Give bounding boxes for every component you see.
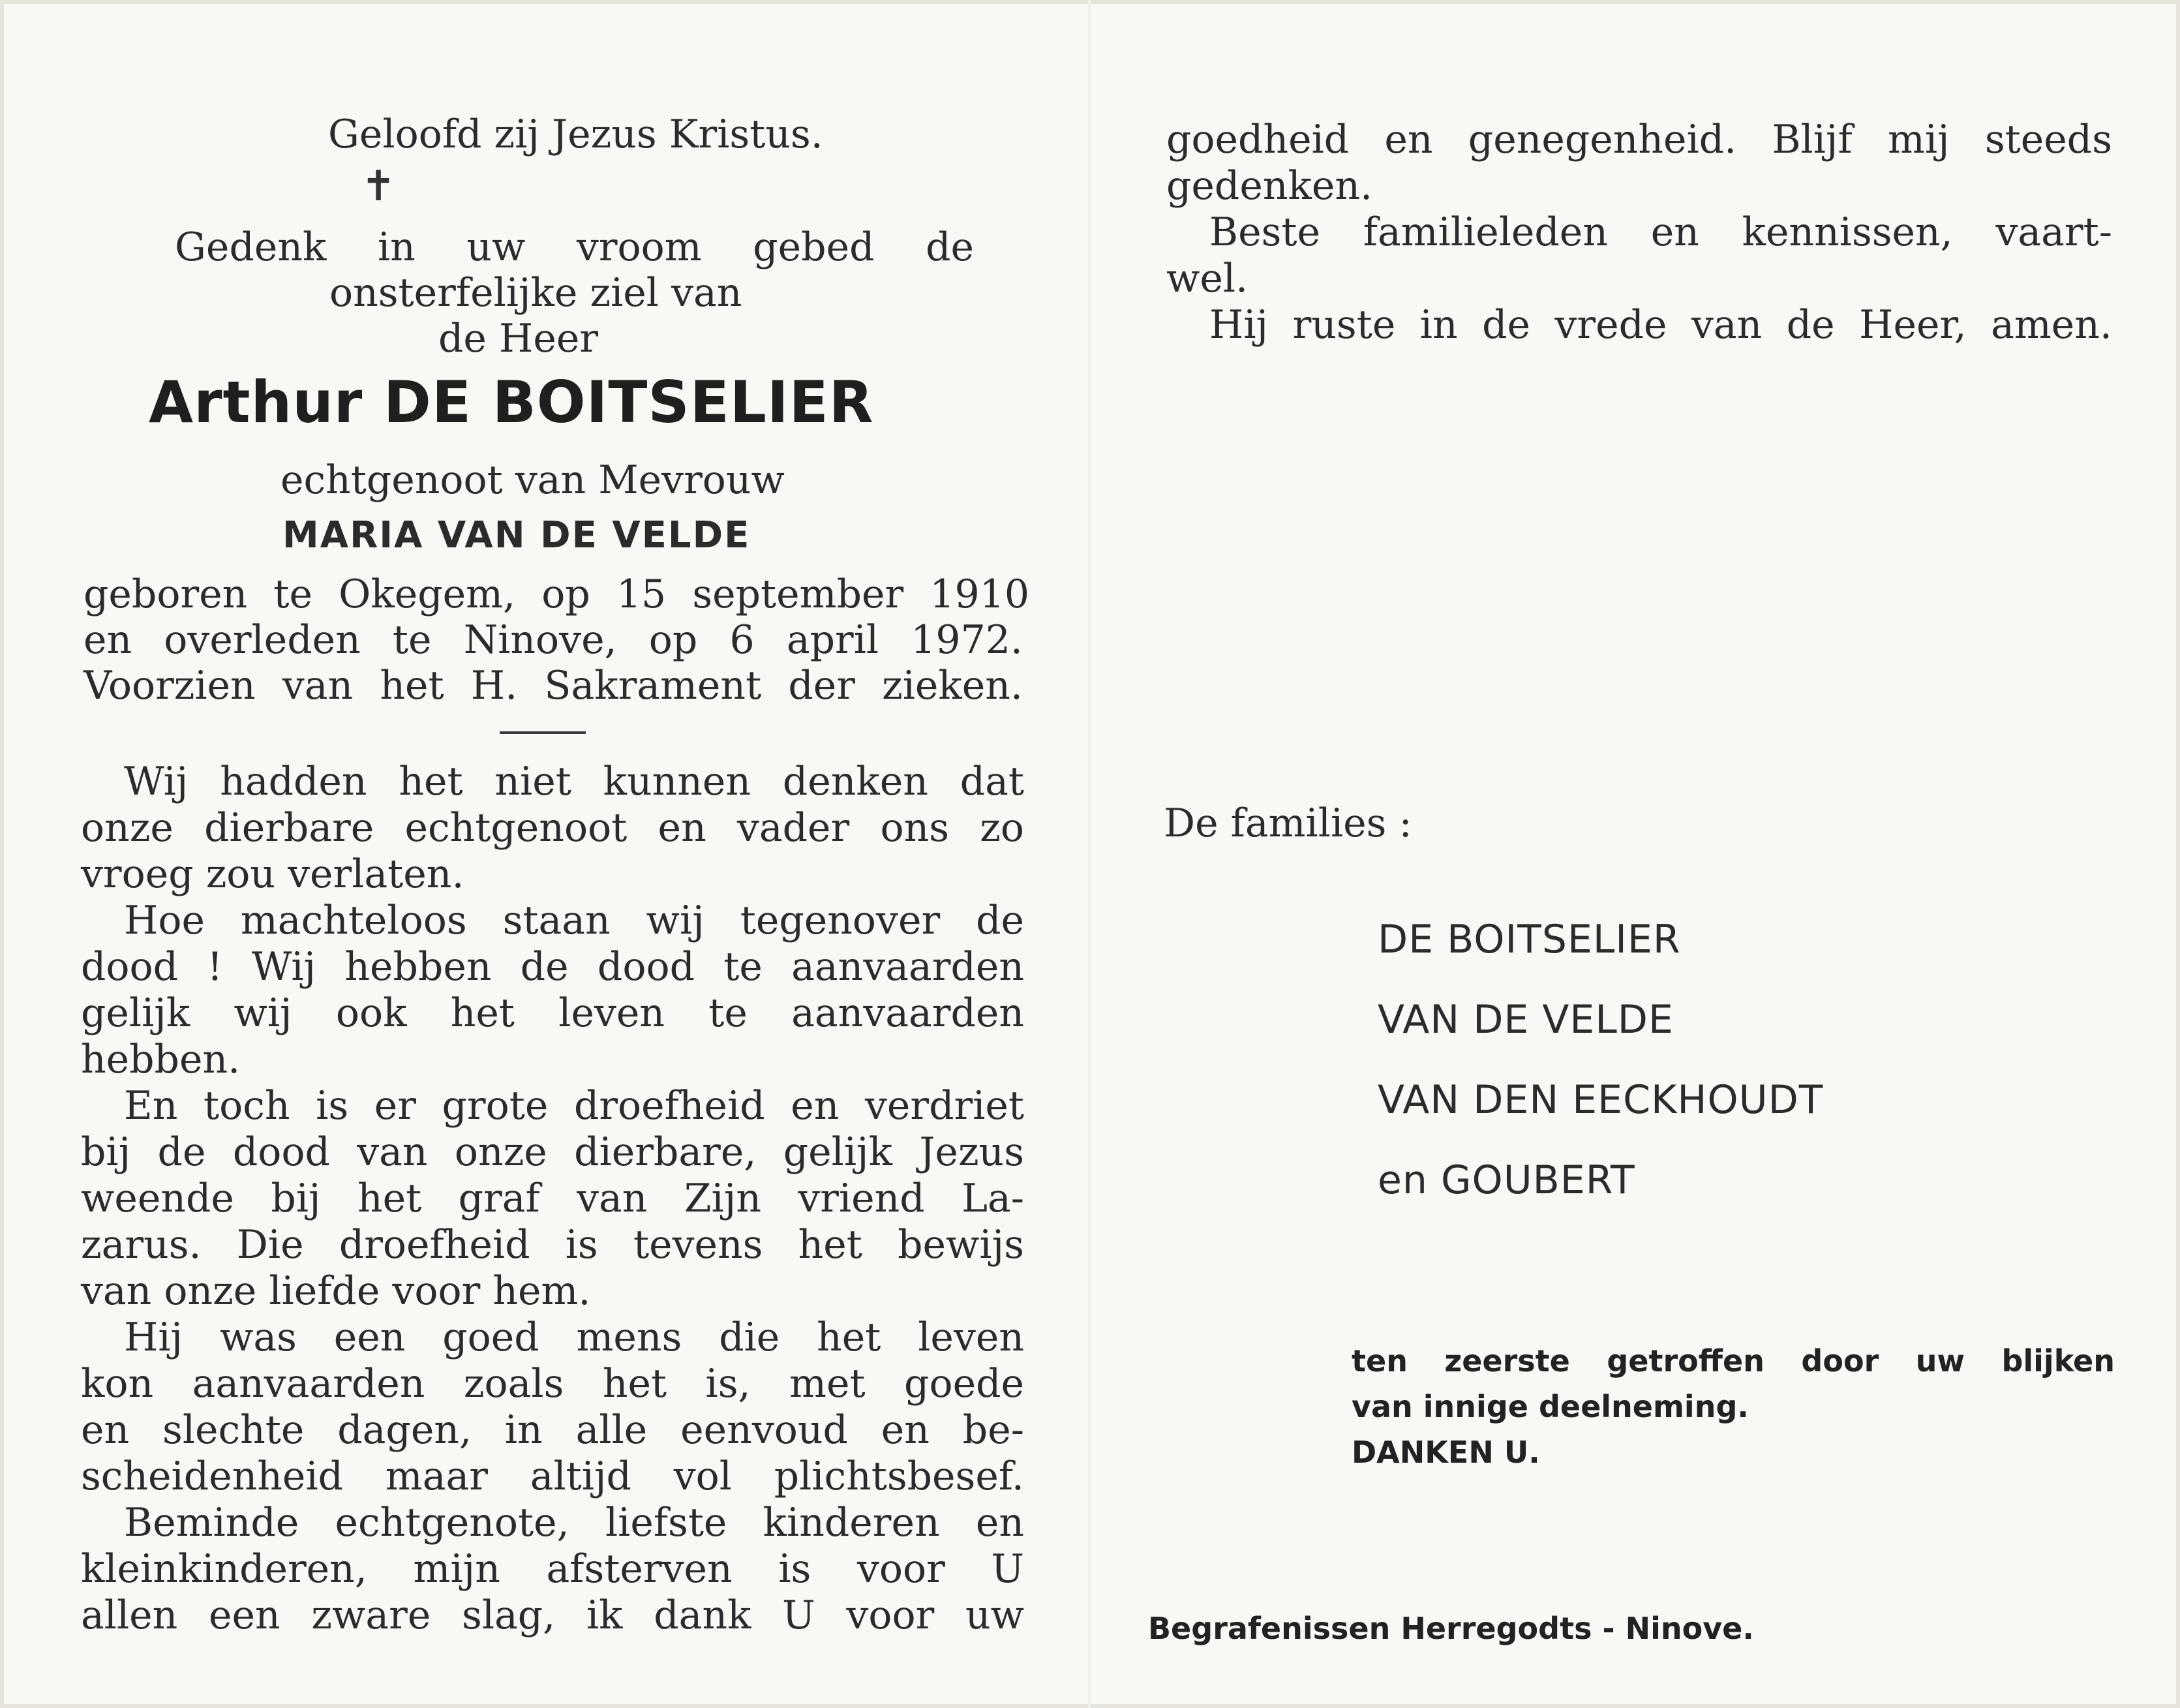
text-line: zarus. Die droefheid is tevens het bewijs (81, 1222, 1024, 1268)
text-line: vroeg zou verlaten. (81, 851, 464, 897)
intro-line-1: Gedenk in uw vroom gebed de (175, 224, 974, 270)
text-line: Hoe machteloos staan wij tegenover de (124, 898, 1024, 943)
left-panel (78, 0, 1029, 1708)
text-line: Beste familieleden en kennissen, vaart- (1209, 209, 2112, 255)
printer-credit: Begrafenissen Herregodts - Ninove. (1148, 1611, 1754, 1646)
text-line: goedheid en genegenheid. Blijf mij steeds (1166, 117, 2112, 162)
text-line: allen een zware slag, ik dank U voor uw (81, 1593, 1024, 1638)
text-line: Beminde echtgenote, liefste kinderen en (124, 1500, 1024, 1546)
text-line: kleinkinderen, mijn afsterven is voor U (81, 1546, 1024, 1592)
text-line: van onze liefde voor hem. (81, 1268, 591, 1314)
divider (500, 731, 586, 734)
right-panel (1148, 0, 2113, 1708)
birth-line: geboren te Okegem, op 15 september 1910 (83, 572, 1029, 617)
text-line: gelijk wij ook het leven te aanvaarden (81, 990, 1024, 1036)
text-line: dood ! Wij hebben de dood te aanvaarden (81, 944, 1024, 990)
deceased-name: Arthur DE BOITSELIER (149, 369, 874, 436)
text-line: En toch is er grote droefheid en verdriet (124, 1083, 1024, 1129)
text-line: hebben. (81, 1037, 241, 1082)
card-fold (1088, 0, 1091, 1708)
text-line: en slechte dagen, in alle eenvoud en be- (81, 1407, 1024, 1453)
text-line: scheidenheid maar altijd vol plichtsbesef. (81, 1454, 1024, 1499)
spouse-prefix: echtgenoot van Mevrouw (280, 457, 785, 503)
cross-icon: ✝ (361, 162, 396, 211)
text-line: bij de dood van onze dierbare, gelijk Jezus (81, 1129, 1024, 1175)
text-line: weende bij het graf van Zijn vriend La- (81, 1176, 1024, 1221)
intro-line-3: de Heer (438, 316, 599, 361)
thanks-line: van innige deelneming. (1352, 1389, 1749, 1424)
intro-line-2: onsterfelijke ziel van (329, 270, 742, 316)
family-name: VAN DEN EECKHOUDT (1378, 1077, 1824, 1123)
family-name: en GOUBERT (1378, 1157, 1635, 1203)
family-name: VAN DE VELDE (1378, 997, 1674, 1043)
death-line: en overleden te Ninove, op 6 april 1972. (83, 617, 1023, 663)
sacrament-line: Voorzien van het H. Sakrament der zieken. (83, 663, 1023, 709)
spouse-name: MARIA VAN DE VELDE (282, 514, 751, 557)
thanks-line: DANKEN U. (1352, 1435, 1540, 1470)
text-line: wel. (1166, 256, 1249, 301)
text-line: onze dierbare echtgenoot en vader ons zo (81, 805, 1024, 851)
text-line: gedenken. (1166, 163, 1373, 209)
families-label: De families : (1164, 801, 1412, 846)
thanks-line: ten zeerste getroffen door uw blijken (1352, 1343, 2115, 1379)
text-line: Wij hadden het niet kunnen denken dat (124, 759, 1024, 804)
family-name: DE BOITSELIER (1378, 917, 1681, 962)
text-line: Hij ruste in de vrede van de Heer, amen. (1209, 302, 2112, 348)
text-line: Hij was een goed mens die het leven (124, 1315, 1024, 1360)
text-line: kon aanvaarden zoals het is, met goede (81, 1361, 1024, 1407)
invocation: Geloofd zij Jezus Kristus. (328, 112, 823, 157)
